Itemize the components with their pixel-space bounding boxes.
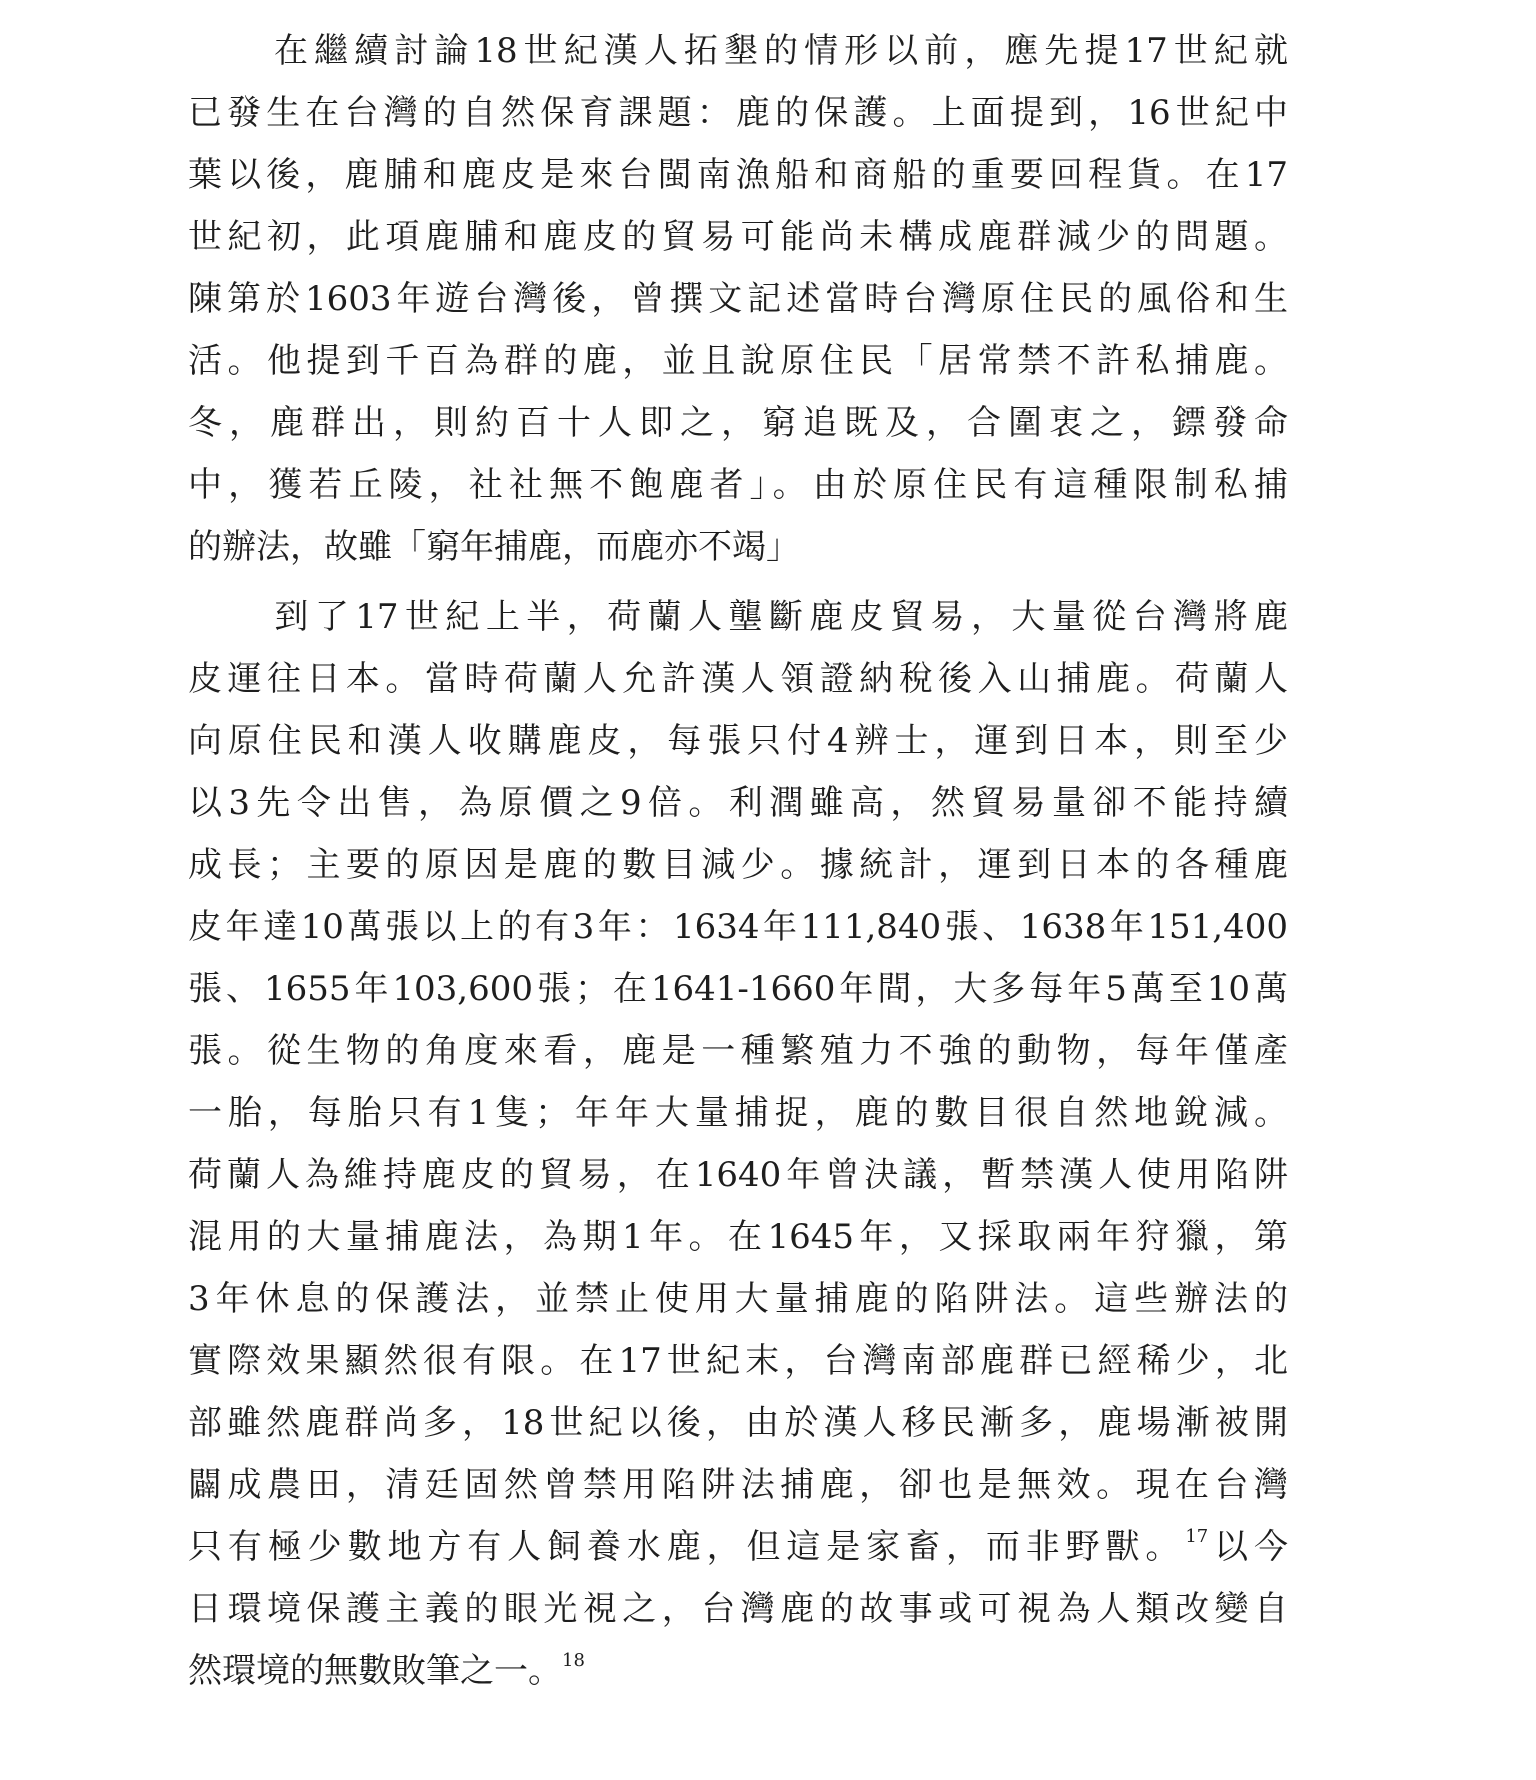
paragraph-dutch-deerskin-trade: [188, 586, 1288, 1702]
text-line: 以3先令出售，為原價之9倍。利潤雖高，然貿易量卻不能持續: [188, 783, 1288, 823]
text-line: 實際效果顯然很有限。在17世紀末，台灣南部鹿群已經稀少，北: [188, 1341, 1288, 1381]
text-line: 日環境保護主義的眼光視之，台灣鹿的故事或可視為人類改變自: [188, 1589, 1288, 1629]
footnote-ref-18[interactable]: 18: [562, 1649, 585, 1671]
text-line: 一胎，每胎只有1隻；年年大量捕捉，鹿的數目很自然地銳減。: [188, 1093, 1288, 1133]
text-line: 混用的大量捕鹿法，為期1年。在1645年，又採取兩年狩獵，第: [188, 1217, 1288, 1257]
footnote-ref-17[interactable]: 17: [1185, 1525, 1209, 1547]
text-line: 成長；主要的原因是鹿的數目減少。據統計，運到日本的各種鹿: [188, 845, 1288, 885]
text-line: 在繼續討論18世紀漢人拓墾的情形以前，應先提17世紀就: [268, 31, 1288, 71]
text-line: 到了17世紀上半，荷蘭人壟斷鹿皮貿易，大量從台灣將鹿: [268, 597, 1288, 637]
paragraph-deer-protection-intro: [188, 20, 1288, 578]
text-line: 中，獲若丘陵，社社無不飽鹿者」。由於原住民有這種限制私捕: [188, 465, 1288, 505]
text-segment: 然環境的無數敗筆之一。: [188, 1651, 562, 1691]
text-line: [188, 1516, 1288, 1578]
text-line: 冬，鹿群出，則約百十人即之，窮追既及，合圍衷之，鏢發命: [188, 403, 1288, 443]
text-line: 張、1655年103,600張；在1641-1660年間，大多每年5萬至10萬: [188, 969, 1288, 1009]
text-line: [188, 1640, 1288, 1702]
text-line: 葉以後，鹿脯和鹿皮是來台閩南漁船和商船的重要回程貨。在17: [188, 155, 1288, 195]
text-line: 已發生在台灣的自然保育課題：鹿的保護。上面提到，16世紀中: [188, 93, 1288, 133]
text-line: 陳第於1603年遊台灣後，曾撰文記述當時台灣原住民的風俗和生: [188, 279, 1288, 319]
text-segment: 只有極少數地方有人飼養水鹿，但這是家畜，而非野獸。: [188, 1527, 1186, 1567]
text-line: 皮年達10萬張以上的有3年：1634年111,840張、1638年151,400: [188, 907, 1288, 947]
text-line: 張。從生物的角度來看，鹿是一種繁殖力不強的動物，每年僅產: [188, 1031, 1288, 1071]
text-segment: 以今: [1208, 1527, 1289, 1567]
text-line: 3年休息的保護法，並禁止使用大量捕鹿的陷阱法。這些辦法的: [188, 1279, 1288, 1319]
text-line: 闢成農田，清廷固然曾禁用陷阱法捕鹿，卻也是無效。現在台灣: [188, 1465, 1288, 1505]
text-line: 世紀初，此項鹿脯和鹿皮的貿易可能尚未構成鹿群減少的問題。: [188, 217, 1288, 257]
body-text: [188, 20, 1288, 1702]
text-line: 活。他提到千百為群的鹿，並且說原住民「居常禁不許私捕鹿。: [188, 341, 1288, 381]
text-line: 的辦法，故雖「窮年捕鹿，而鹿亦不竭」: [188, 527, 800, 567]
text-line: 皮運往日本。當時荷蘭人允許漢人領證納稅後入山捕鹿。荷蘭人: [188, 659, 1288, 699]
text-line: 部雖然鹿群尚多，18世紀以後，由於漢人移民漸多，鹿場漸被開: [188, 1403, 1288, 1443]
text-line: 荷蘭人為維持鹿皮的貿易，在1640年曾決議，暫禁漢人使用陷阱: [188, 1155, 1288, 1195]
text-line: 向原住民和漢人收購鹿皮，每張只付4辨士，運到日本，則至少: [188, 721, 1288, 761]
